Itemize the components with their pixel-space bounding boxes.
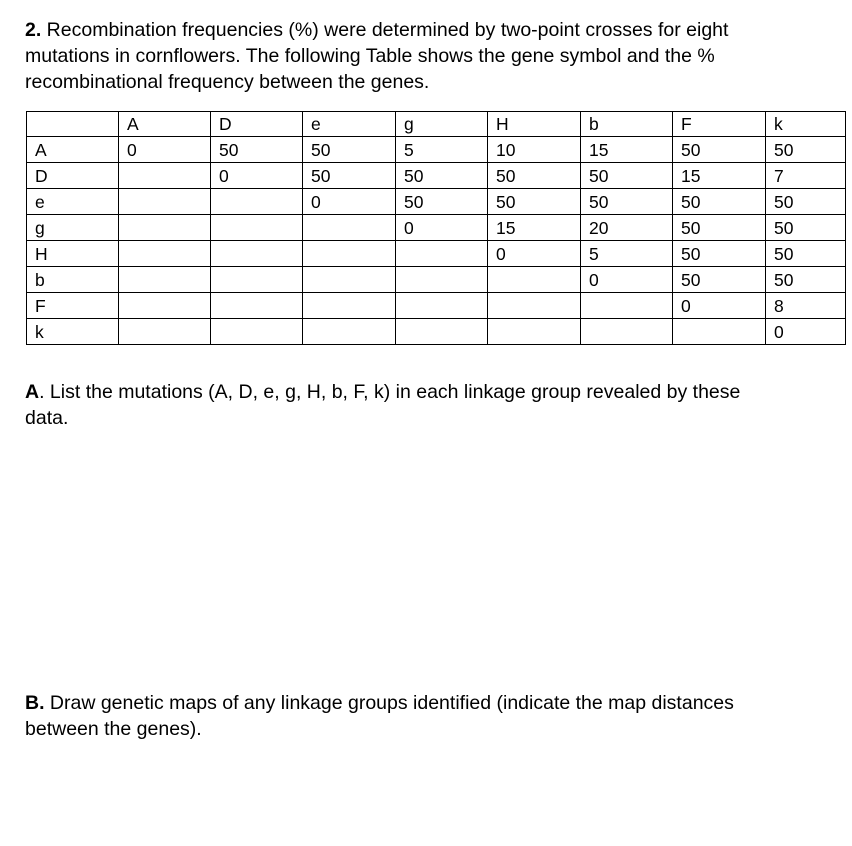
table-cell: 0 bbox=[488, 241, 581, 267]
table-header-cell: g bbox=[396, 112, 488, 137]
table-cell: 50 bbox=[673, 241, 766, 267]
table-cell bbox=[211, 267, 303, 293]
intro-line-2: mutations in cornflowers. The following Table shows the gene symbol and the % bbox=[25, 45, 715, 67]
table-cell bbox=[119, 189, 211, 215]
table-cell: 0 bbox=[581, 267, 673, 293]
table-cell: 50 bbox=[488, 163, 581, 189]
table-row-label: H bbox=[27, 241, 119, 267]
question-a bbox=[25, 379, 825, 431]
table-cell bbox=[211, 319, 303, 345]
table-cell bbox=[303, 241, 396, 267]
table-row bbox=[27, 319, 846, 345]
table-header-cell: H bbox=[488, 112, 581, 137]
table-cell bbox=[303, 215, 396, 241]
table-cell bbox=[211, 189, 303, 215]
table-row bbox=[27, 241, 846, 267]
table-cell bbox=[303, 319, 396, 345]
table-row-label: k bbox=[27, 319, 119, 345]
question-b-line-1 bbox=[25, 690, 825, 716]
table-cell: 50 bbox=[396, 189, 488, 215]
table-header-cell: F bbox=[673, 112, 766, 137]
table-cell: 0 bbox=[303, 189, 396, 215]
table-cell: 5 bbox=[581, 241, 673, 267]
table-cell: 0 bbox=[211, 163, 303, 189]
question-a-text-1: . List the mutations (A, D, e, g, H, b, F, k) in each linkage group revealed by these bbox=[39, 381, 741, 403]
table-header-row bbox=[27, 112, 846, 137]
table-cell: 50 bbox=[488, 189, 581, 215]
table-cell bbox=[396, 293, 488, 319]
table-cell: 50 bbox=[303, 163, 396, 189]
table-row bbox=[27, 267, 846, 293]
table-cell: 20 bbox=[581, 215, 673, 241]
table-cell bbox=[119, 215, 211, 241]
table-row-label: g bbox=[27, 215, 119, 241]
table-cell bbox=[673, 319, 766, 345]
question-b bbox=[25, 690, 825, 742]
table-cell: 50 bbox=[766, 241, 846, 267]
table-cell bbox=[488, 267, 581, 293]
table-header-cell: k bbox=[766, 112, 846, 137]
table-body bbox=[27, 112, 846, 345]
question-b-label: B. bbox=[25, 692, 45, 714]
table-cell: 0 bbox=[766, 319, 846, 345]
table-row bbox=[27, 189, 846, 215]
table-cell bbox=[211, 215, 303, 241]
table-cell bbox=[119, 293, 211, 319]
question-b-text-1: Draw genetic maps of any linkage groups identified (indicate the map distances bbox=[44, 692, 734, 714]
table-row bbox=[27, 163, 846, 189]
table-cell bbox=[581, 319, 673, 345]
table-cell: 0 bbox=[396, 215, 488, 241]
problem-intro bbox=[25, 17, 825, 95]
intro-line-1 bbox=[25, 17, 825, 43]
table-cell: 50 bbox=[211, 137, 303, 163]
table-cell bbox=[119, 163, 211, 189]
table-cell: 50 bbox=[766, 137, 846, 163]
table-header-cell: D bbox=[211, 112, 303, 137]
table-cell bbox=[488, 293, 581, 319]
table-cell bbox=[396, 319, 488, 345]
table-cell bbox=[396, 241, 488, 267]
table-row-label: b bbox=[27, 267, 119, 293]
table-cell: 0 bbox=[119, 137, 211, 163]
table-cell: 15 bbox=[673, 163, 766, 189]
table-row-label: e bbox=[27, 189, 119, 215]
table-cell bbox=[211, 241, 303, 267]
table-cell bbox=[303, 293, 396, 319]
question-a-line-1 bbox=[25, 379, 825, 405]
question-b-line-2: between the genes). bbox=[25, 718, 202, 740]
table-cell bbox=[211, 293, 303, 319]
table-header-cell: e bbox=[303, 112, 396, 137]
table-cell: 50 bbox=[766, 215, 846, 241]
table-cell: 15 bbox=[488, 215, 581, 241]
table-cell: 5 bbox=[396, 137, 488, 163]
table-cell: 7 bbox=[766, 163, 846, 189]
table-cell: 50 bbox=[581, 189, 673, 215]
table-cell bbox=[119, 267, 211, 293]
recombination-table bbox=[26, 111, 846, 345]
table-cell bbox=[581, 293, 673, 319]
table-cell: 50 bbox=[766, 267, 846, 293]
table-cell: 50 bbox=[303, 137, 396, 163]
table-row-label: F bbox=[27, 293, 119, 319]
table-row-label: A bbox=[27, 137, 119, 163]
table-row bbox=[27, 137, 846, 163]
table-header-cell: b bbox=[581, 112, 673, 137]
problem-number: 2. bbox=[25, 19, 42, 41]
table-cell: 50 bbox=[673, 137, 766, 163]
intro-line-3: recombinational frequency between the genes. bbox=[25, 71, 430, 93]
table-row bbox=[27, 293, 846, 319]
table-cell: 50 bbox=[581, 163, 673, 189]
table-cell: 50 bbox=[673, 267, 766, 293]
table-cell: 10 bbox=[488, 137, 581, 163]
table-header-cell: A bbox=[119, 112, 211, 137]
table-row bbox=[27, 215, 846, 241]
table-cell: 50 bbox=[673, 189, 766, 215]
table-cell: 15 bbox=[581, 137, 673, 163]
table-cell bbox=[396, 267, 488, 293]
table-cell bbox=[119, 241, 211, 267]
table-cell bbox=[303, 267, 396, 293]
table-cell: 8 bbox=[766, 293, 846, 319]
table-cell: 0 bbox=[673, 293, 766, 319]
table-cell: 50 bbox=[673, 215, 766, 241]
question-a-label: A bbox=[25, 381, 40, 403]
table-cell: 50 bbox=[396, 163, 488, 189]
question-a-line-2: data. bbox=[25, 407, 69, 429]
intro-text-1: Recombination frequencies (%) were determined by two-point crosses for eight bbox=[41, 19, 729, 41]
table-row-label: D bbox=[27, 163, 119, 189]
table-cell: 50 bbox=[766, 189, 846, 215]
table-header-cell bbox=[27, 112, 119, 137]
table-cell bbox=[488, 319, 581, 345]
table-cell bbox=[119, 319, 211, 345]
